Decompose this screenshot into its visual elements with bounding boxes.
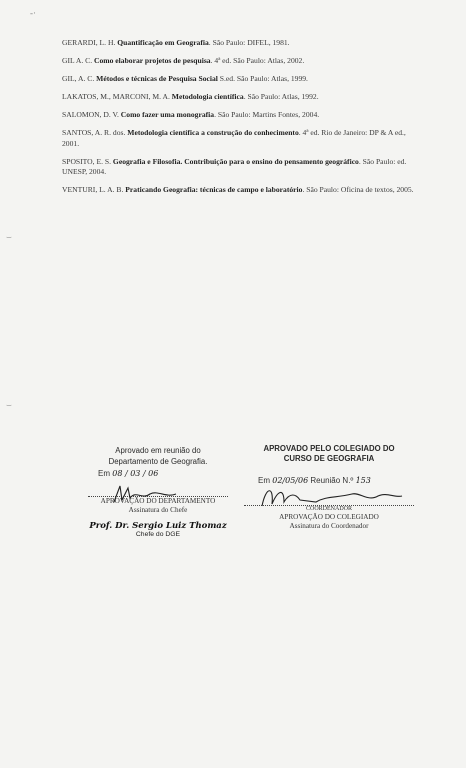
stamp-caption: Assinatura do Coordenador [289,522,369,530]
reference-item: LAKATOS, M., MARCONI, M. A. Metodologia científica. São Paulo: Atlas, 1992. [62,92,319,101]
reference-item: SANTOS, A. R. dos. Metodologia científica a construção do conhecimento. 4ª ed. Rio de Janeiro: DP & A ed., 2001. [62,128,406,148]
chefe-label: Chefe do DGE [135,531,181,538]
reference-item: GIL, A. C. Métodos e técnicas de Pesquisa Social S.ed. São Paulo: Atlas, 1999. [62,74,308,83]
stamp-line: Departamento de Geografia. [108,457,208,466]
reference-item: GIL A. C. Como elaborar projetos de pesquisa. 4ª ed. São Paulo: Atlas, 2002. [62,56,305,65]
stamp-caption: Assinatura do Chefe [128,506,188,514]
scan-mark: -· [30,8,36,18]
reference-item: VENTURI, L. A. B. Praticando Geografia: técnicas de campo e laboratório. São Paulo: Oficina de textos, 2005. [62,185,414,194]
reuniao-label: Reunião N.º [310,476,354,485]
handwritten-date: 02/05/06 [272,476,309,485]
reuniao-number: 153 [355,476,371,485]
stamp-line: Aprovado em reunião do [115,446,201,455]
reference-list [62,38,414,203]
signature-icon [256,482,406,512]
scan-mark: ⌣ [6,232,12,242]
stamp-title: CURSO DE GEOGRAFIA [283,454,375,463]
scan-mark: ⌣ [6,400,12,410]
handwritten-date: 08 / 03 / 06 [112,469,159,478]
date-label: Em [98,469,110,478]
stamp-caption: APROVAÇÃO DO COLEGIADO [279,513,379,521]
stamp-date-row [88,469,228,478]
date-label: Em [258,476,270,485]
stamp-caption: APROVAÇÃO DO DEPARTAMENTO [100,497,216,505]
professor-name: Prof. Dr. Sergio Luiz Thomaz [89,521,227,531]
reference-item: SALOMON, D. V. Como fazer uma monografia. São Paulo: Martins Fontes, 2004. [62,110,320,119]
coordinator-stamp: COORDENADOR [305,506,352,512]
reference-item: GERARDI, L. H. Quantificação em Geografia. São Paulo: DIFEL, 1981. [62,38,290,47]
signature-icon [110,482,180,508]
stamp-title: APROVADO PELO COLEGIADO DO [263,444,395,453]
reference-item: SPOSITO, E. S. Geografia e Filosofia. Contribuição para o ensino do pensamento geográfico. São Paulo: ed. UNESP, 2004. [62,156,407,176]
